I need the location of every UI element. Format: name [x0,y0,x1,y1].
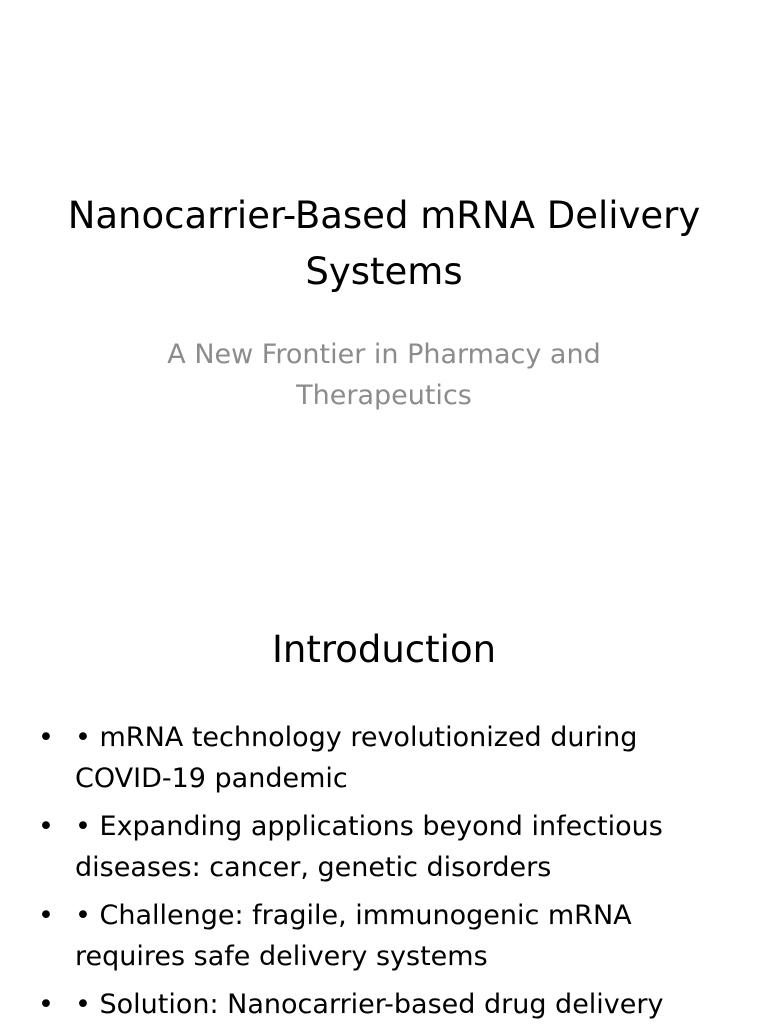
bullet-text: • Expanding applications beyond infectious diseases: cancer, genetic disorders [75,811,663,883]
bullet-marker: • [38,811,54,842]
introduction-slide [0,576,768,1024]
bullet-text: • Challenge: fragile, immunogenic mRNA requires safe delivery systems [75,900,632,972]
list-item [38,717,728,799]
presentation-title: Nanocarrier-Based mRNA Delivery Systems [67,194,701,293]
presentation-subtitle: A New Frontier in Pharmacy and Therapeutics [167,339,601,411]
bullet-marker: • [38,722,54,753]
bullet-marker: • [38,989,54,1020]
bullet-text: • Solution: Nanocarrier-based drug delivery [75,989,664,1020]
list-item [38,984,728,1024]
slide-title: Introduction [271,628,497,671]
list-item [38,806,728,888]
list-item [38,895,728,977]
bullet-text: • mRNA technology revolutionized during COVID-19 pandemic [75,722,638,794]
bullet-marker: • [38,900,54,931]
bullet-list [38,717,728,1024]
